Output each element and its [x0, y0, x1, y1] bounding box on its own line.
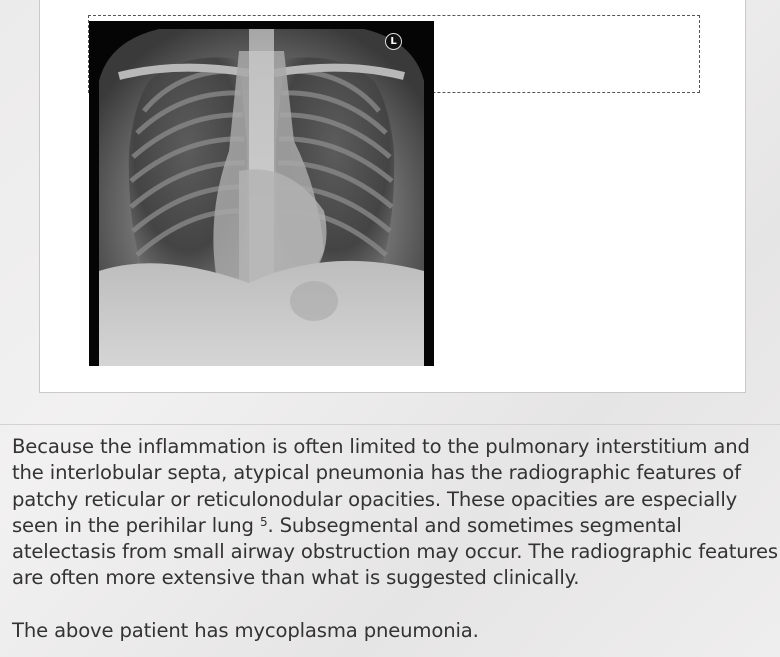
- article-body: [12, 434, 778, 644]
- reference-superscript[interactable]: 5: [259, 514, 268, 529]
- section-divider: [0, 424, 780, 425]
- chest-xray-image: [89, 21, 434, 366]
- paragraph1-text-start: Because the inflammation is often limited to the pulmonary interstitium and the interlobular septa, atypical pneumonia has the radiographic features of patchy reticular or reticulonodular opacities. These opacities are especially seen in the perihilar lung: [12, 435, 750, 537]
- paragraph-radiographic-features: [12, 434, 778, 592]
- paragraph1-text-end: . Subsegmental and sometimes segmental atelectasis from small airway obstruction may occur. The radiographic features are often more extensive than what is suggested clinically.: [12, 513, 778, 590]
- left-side-marker: L: [385, 33, 402, 50]
- paragraph-diagnosis: The above patient has mycoplasma pneumonia.: [12, 619, 479, 643]
